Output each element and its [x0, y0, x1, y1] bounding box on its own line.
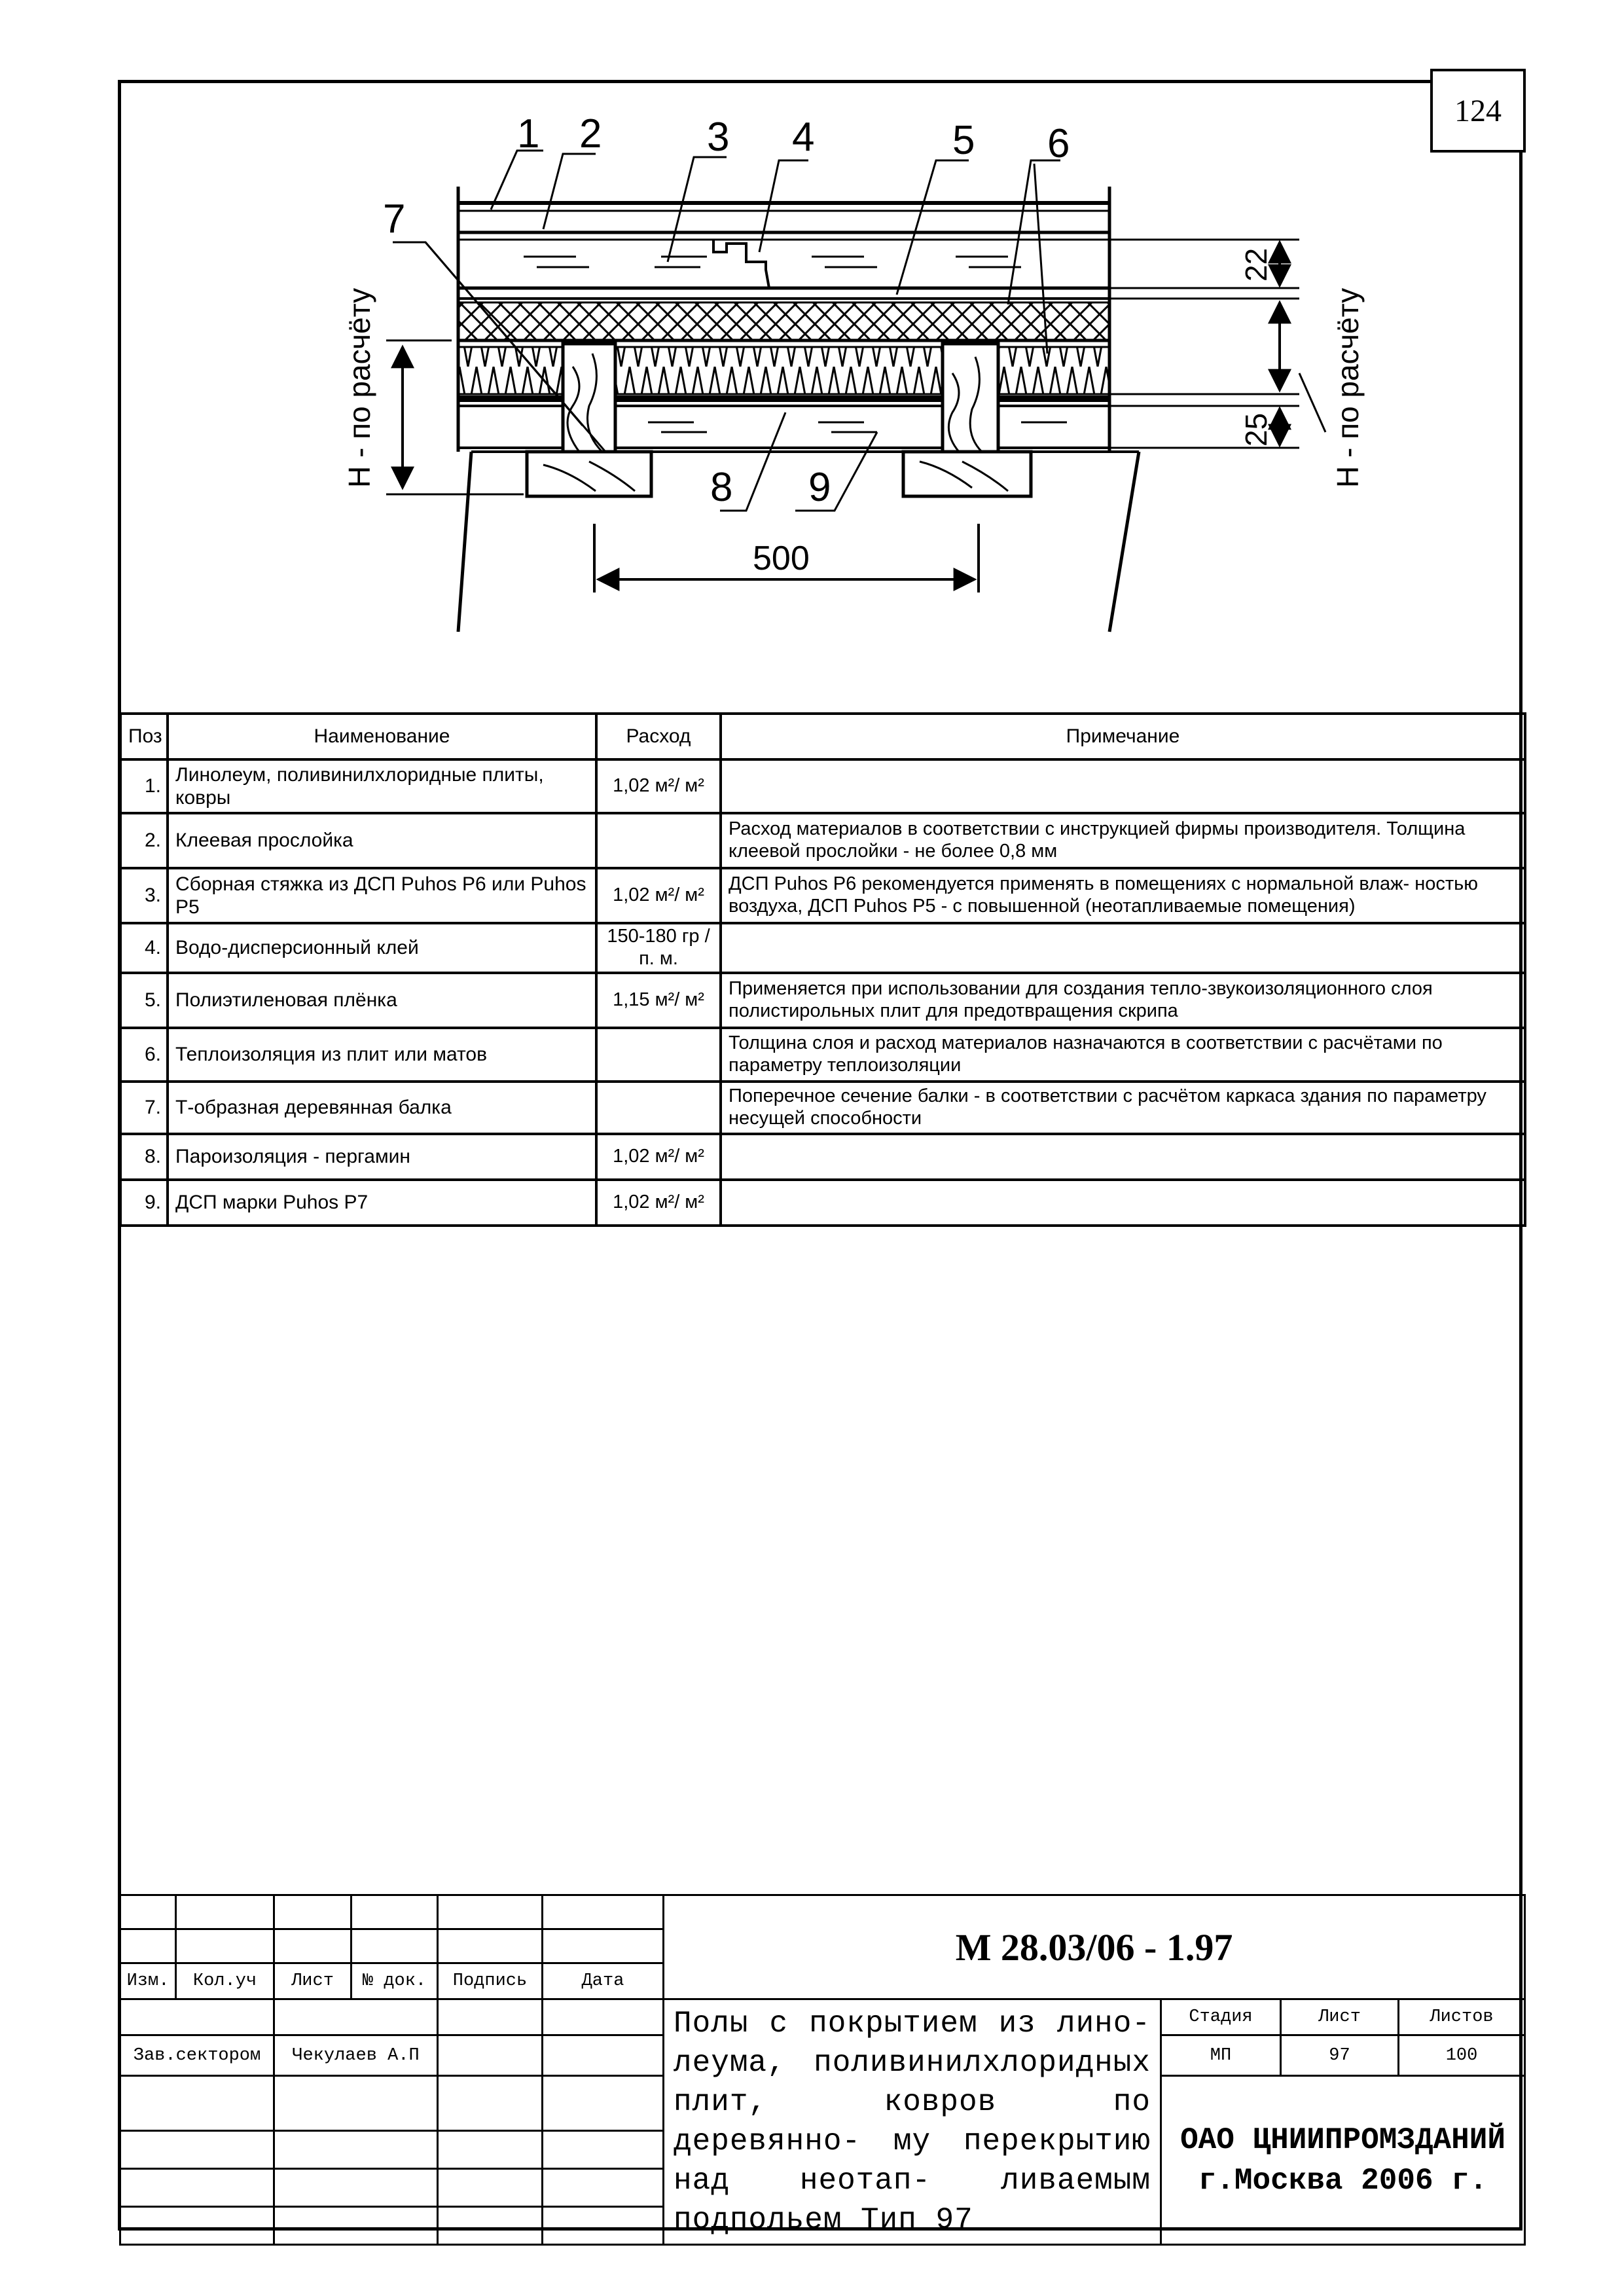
floor-section-drawing: [0, 0, 1603, 707]
table-row: [120, 813, 1525, 868]
header-name: Наименование: [168, 714, 596, 759]
row-pos: 6.: [120, 1028, 168, 1082]
table-row: [120, 1134, 1525, 1180]
header-data: Дата: [543, 1963, 664, 1999]
dimension-label-22: 22: [1239, 247, 1273, 282]
row-note: [721, 923, 1525, 973]
height-label-right: Н - по расчёту: [1331, 287, 1365, 488]
row-note: ДСП Puhos P6 рекомендуется применять в помещениях с нормальной влаж- ностью воздуха, ДСП Puhos P5 - с повышенной (неотапливаемые помещения): [721, 868, 1525, 923]
row-note: [721, 759, 1525, 813]
row-note: [721, 1134, 1525, 1180]
title-block: [119, 1894, 1526, 2246]
table-row: [120, 1180, 1525, 1226]
row-rate: [596, 1082, 721, 1134]
sheets-label: Листов: [1399, 1999, 1525, 2035]
table-row: [120, 759, 1525, 813]
header-list: Лист: [274, 1963, 351, 1999]
header-pos: Поз: [120, 714, 168, 759]
callout-2: 2: [579, 111, 602, 156]
header-rate: Расход: [596, 714, 721, 759]
row-rate: 1,02 м²/ м²: [596, 1134, 721, 1180]
drawing-title: Полы с покрытием из лино- леума, поливинилхлоридных плит, ковров по деревянно- му перекрытию над неотап- ливаемым подпольем Тип 97: [664, 1999, 1161, 2245]
callout-3: 3: [707, 115, 730, 160]
organization: [1161, 2076, 1525, 2245]
header-note: Примечание: [721, 714, 1525, 759]
callout-4: 4: [792, 115, 815, 160]
layer-insulation-upper: [458, 302, 1109, 340]
row-name: Полиэтиленовая плёнка: [168, 973, 596, 1028]
callout-7: 7: [383, 196, 406, 242]
row-note: Применяется при использовании для создания тепло-звукоизоляционного слоя полистирольных плит для предотвращения скрипа: [721, 973, 1525, 1028]
layer-insulation-right: [998, 347, 1109, 394]
table-row: [120, 1028, 1525, 1082]
header-izm: Изм.: [120, 1963, 176, 1999]
callout-9: 9: [808, 465, 831, 510]
row-rate: 1,15 м²/ м²: [596, 973, 721, 1028]
city-year: г.Москва 2006 г.: [1198, 2163, 1488, 2198]
row-note: [721, 1180, 1525, 1226]
callout-6: 6: [1047, 121, 1070, 166]
sheet-value: 97: [1281, 2035, 1399, 2076]
header-kol-uch: Кол.уч: [176, 1963, 274, 1999]
row-rate: 1,02 м²/ м²: [596, 759, 721, 813]
header-doc-no: № док.: [351, 1963, 438, 1999]
stage-label: Стадия: [1161, 1999, 1281, 2035]
row-pos: 3.: [120, 868, 168, 923]
row-pos: 1.: [120, 759, 168, 813]
row-name: Теплоизоляция из плит или матов: [168, 1028, 596, 1082]
signature-name: Чекулаев А.П: [274, 2035, 438, 2076]
row-name: Пароизоляция - пергамин: [168, 1134, 596, 1180]
stage-value: МП: [1161, 2035, 1281, 2076]
table-row: [120, 973, 1525, 1028]
callout-1: 1: [517, 111, 540, 156]
specification-table: [119, 712, 1526, 1227]
row-name: Линолеум, поливинилхлоридные плиты, ковры: [168, 759, 596, 813]
layer-insulation-left: [458, 347, 563, 394]
row-pos: 8.: [120, 1134, 168, 1180]
row-rate: [596, 1028, 721, 1082]
header-podpis: Подпись: [438, 1963, 543, 1999]
row-name: Клеевая прослойка: [168, 813, 596, 868]
layer-dsp-screed: [524, 240, 1021, 288]
callout-5: 5: [952, 118, 975, 163]
row-note: Толщина слоя и расход материалов назначаются в соответствии с расчётами по параметру теплоизоляции: [721, 1028, 1525, 1082]
row-rate: 150-180 гр /п. м.: [596, 923, 721, 973]
row-pos: 7.: [120, 1082, 168, 1134]
row-pos: 9.: [120, 1180, 168, 1226]
row-note: Поперечное сечение балки - в соответствии с расчётом каркаса здания по параметру несущей способности: [721, 1082, 1525, 1134]
layer-dsp-bottom: [458, 406, 1109, 448]
layer-vapour-barrier: [458, 395, 1109, 402]
sheet-label: Лист: [1281, 1999, 1399, 2035]
callout-8: 8: [710, 465, 733, 510]
document-code: М 28.03/06 - 1.97: [664, 1895, 1525, 1999]
table-row: [120, 1082, 1525, 1134]
row-name: Водо-дисперсионный клей: [168, 923, 596, 973]
row-name: Т-образная деревянная балка: [168, 1082, 596, 1134]
row-name: Сборная стяжка из ДСП Puhos P6 или Puhos P5: [168, 868, 596, 923]
dimension-label-25: 25: [1239, 412, 1273, 446]
table-row: [120, 868, 1525, 923]
spec-header-row: [120, 714, 1525, 759]
row-name: ДСП марки Puhos P7: [168, 1180, 596, 1226]
row-pos: 2.: [120, 813, 168, 868]
sheet-number: 124: [1430, 69, 1526, 153]
row-note: Расход материалов в соответствии с инструкцией фирмы производителя. Толщина клеевой прослойки - не более 0,8 мм: [721, 813, 1525, 868]
row-rate: [596, 813, 721, 868]
height-label-left: Н - по расчёту: [342, 287, 376, 488]
span-label: 500: [753, 539, 810, 577]
row-rate: 1,02 м²/ м²: [596, 1180, 721, 1226]
row-pos: 5.: [120, 973, 168, 1028]
sheets-value: 100: [1399, 2035, 1525, 2076]
signature-role: Зав.сектором: [120, 2035, 274, 2076]
table-row: [120, 923, 1525, 973]
row-pos: 4.: [120, 923, 168, 973]
layer-insulation-middle: [615, 347, 943, 394]
row-rate: 1,02 м²/ м²: [596, 868, 721, 923]
organization-name: ОАО ЦНИИПРОМЗДАНИЙ: [1180, 2123, 1505, 2157]
